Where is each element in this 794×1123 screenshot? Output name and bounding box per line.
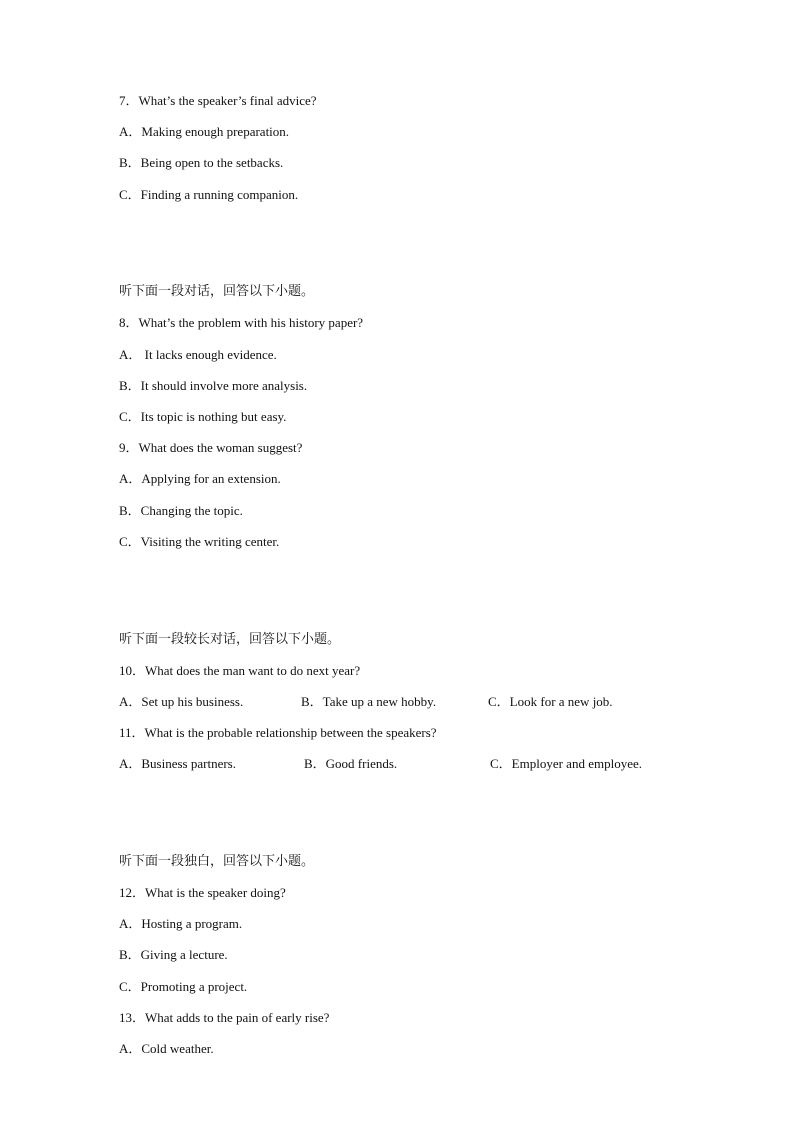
question-7-option-a: A．Making enough preparation. (119, 124, 290, 139)
question-11-option-c: C．Employer and employee. (490, 756, 642, 771)
question-8-option-a: A． It lacks enough evidence. (119, 347, 277, 362)
question-13-stem: 13．What adds to the pain of early rise? (119, 1010, 330, 1025)
question-10-stem: 10．What does the man want to do next year? (119, 663, 361, 678)
question-7-option-c: C．Finding a running companion. (119, 187, 299, 202)
question-11-stem: 11．What is the probable relationship between the speakers? (119, 725, 437, 740)
question-8-stem: 8．What’s the problem with his history paper? (119, 315, 364, 330)
question-11-option-a: A．Business partners. (119, 756, 236, 771)
question-8-option-b: B．It should involve more analysis. (119, 378, 308, 393)
question-10-option-a: A．Set up his business. (119, 694, 244, 709)
question-8-option-c: C．Its topic is nothing but easy. (119, 409, 287, 424)
question-9-option-c: C．Visiting the writing center. (119, 534, 280, 549)
question-7-stem: 7．What’s the speaker’s final advice? (119, 93, 317, 108)
question-10-option-c: C．Look for a new job. (488, 694, 613, 709)
question-7-option-b: B．Being open to the setbacks. (119, 155, 284, 170)
question-12-option-b: B．Giving a lecture. (119, 947, 228, 962)
question-9-stem: 9．What does the woman suggest? (119, 440, 303, 455)
section-heading-monologue: 听下面一段独白，回答以下小题。 (119, 854, 315, 869)
question-9-option-a: A．Applying for an extension. (119, 471, 281, 486)
question-10-option-b: B．Take up a new hobby. (301, 694, 437, 709)
question-9-option-b: B．Changing the topic. (119, 503, 243, 518)
question-13-option-a: A．Cold weather. (119, 1041, 214, 1056)
question-11-option-b: B．Good friends. (304, 756, 398, 771)
section-heading-long-dialogue: 听下面一段较长对话，回答以下小题。 (119, 632, 341, 647)
question-12-option-a: A．Hosting a program. (119, 916, 243, 931)
question-12-stem: 12．What is the speaker doing? (119, 885, 286, 900)
question-12-option-c: C．Promoting a project. (119, 979, 248, 994)
section-heading-dialogue: 听下面一段对话，回答以下小题。 (119, 284, 315, 299)
